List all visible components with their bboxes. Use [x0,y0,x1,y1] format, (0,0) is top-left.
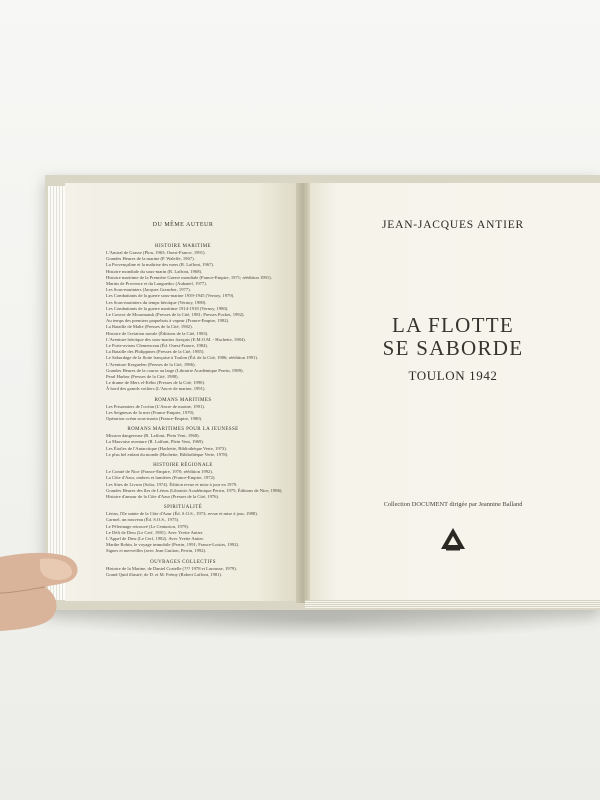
bibliography-entry: Signes et merveilles (avec Jean Guitton, Perrin, 1992). [106,548,207,554]
title-page [306,183,600,601]
bibliography-entry: Les Seigneurs de la mer (France-Empire, 1970). [106,409,195,415]
triangle-logo-icon [440,527,466,551]
left-page-header: DU MÊME AUTEUR [152,222,214,228]
bibliography-entry: Histoire maritime de la Première Guerre mondiale (France-Empire, 1971; réédition 1991). [106,274,272,280]
book-title-line-2: SE SABORDE [382,336,524,360]
bibliography-entry: Au temps des premiers paquebots à vapeur (France-Empire, 1982). [106,318,230,324]
bibliography-entry: Le Défi de Dieu (Le Cerf, 1981). Avec Yvette Antier. [106,529,204,535]
bibliography-entry: Les Sous-mariniers du temps héroïque (Vernoy, 1980). [106,299,207,305]
bibliography-entry: Grand Quid illustré, de D. et M. Frémy (Robert Laffont, 1981). [106,571,223,577]
bibliography-entry: Le plus bel enfant du monde (Hachette, Bibliothèque Verte, 1978). [106,451,229,457]
bibliography-entry: Le Comté de Nice (France-Empire, 1970; réédition 1992). [106,469,214,475]
bibliography-entry: L'Appel de Dieu (Le Cerf, 1982). Avec Yvette Antier. [106,535,204,541]
bibliography-entry: Pearl Harbor (Presses de la Cité, 1988). [106,374,179,380]
bibliography-entry: La Bataille de Malte (Presses de la Cité, 1982). [106,324,193,330]
bibliography-section-title: ROMANS MARITIMES [154,397,212,403]
bibliography-entry: Histoire mondiale du sous-marin (R. Laffont, 1968). [106,268,203,274]
bibliography-section-title: HISTOIRE MARITIME [154,244,211,249]
bibliography-entry: L'Amiral de Grasse (Plon, 1965; Ouest-France, 1991). [106,250,206,255]
bibliography-entry: Marins de Provence et du Languedoc (Aubanel, 1977). [106,281,207,287]
bibliography-section-title: OUVRAGES COLLECTIFS [150,559,216,565]
bibliography-entry: Le drame de Mers el-Kébir (Presses de la Cité, 1990). [106,380,206,386]
bibliography-entry: Marthe Robin, le voyage immobile (Perrin, 1991; France-Loisirs, 1992). [106,542,240,548]
bibliography-section-title: ROMANS MARITIMES POUR LA JEUNESSE [127,427,239,433]
bibliography-entry: Les Sites de Livron (Solar, 1974). Édition revue et mise à jour en 1979. [106,481,238,487]
bibliography-entry: La Côte d'Azur, ombres et lumières (France-Empire, 1972). [106,475,216,481]
book-subtitle: TOULON 1942 [408,368,498,383]
bibliography-entry: Le Sabordage de la flotte française à Toulon (Éd. de la Cité, 1986; réédition 1991). [106,355,259,361]
bibliography-entry: Grandes Heures de la course au large (Librairie Académique Perrin, 1989). [106,367,244,373]
bibliography-section-title: SPIRITUALITÉ [163,505,203,511]
bibliography-entry: Histoire de l'aviation navale (Éditions de la Cité, 1983). [106,330,209,336]
bibliography-entry: L'Aventure Kerguelen (Presses de la Cité, 1986). [106,361,196,367]
bibliography-entry: Carmel, un nouveau (Éd. S.O.S., 1975). [106,517,180,523]
bibliography-entry: Mission dangereuse (R. Laffont, Plein Vent, 1968). [106,433,200,439]
book-title-line-1: LA FLOTTE [392,313,514,337]
bibliography-section-title: HISTOIRE RÉGIONALE [153,463,213,469]
bibliography-entry: Grandes Heures des îles de Lérins (Librairie Académique Perrin, 1975; Éditions de Nice, 1986). [106,487,283,493]
bibliography-entry: Le Pèlerinage retrouvé (Le Centurion, 1979). [106,523,190,529]
bibliography-entry: Opération océan sous-marin (France-Empire, 1980). [106,416,203,422]
hand-thumb [0,545,110,645]
bibliography-entry: Histoire de la Marine, de Daniel Costelle (??? 1978 et Larousse, 1979). [106,565,237,571]
bibliography-entry: Les Étoiles de l'Antarctique (Hachette, Bibliothèque Verte, 1973). [106,445,227,451]
left-page-text [72,200,294,578]
author-name: JEAN-JACQUES ANTIER [381,219,525,231]
bibliography-entry: Le Convoi de Mourmansk (Presses de la Cité, 1981; Presses Pocket, 1992). [106,312,245,318]
bibliography-entry: Lérins, l'île sainte de la Côte d'Azur (Éd. S.O.S., 1973; revue et mise à jour, 1988). [106,511,258,517]
bibliography-entry: Le Porte-avions Clemenceau (Éd. Ouest-France, 1984). [106,343,209,349]
bibliography-entry: L'Aventure héroïque des sous-marins français (E.M.O.M. - Hachette, 1984). [106,336,246,342]
bibliography-entry: La Mauvaise aventure (R. Laffont, Plein Vent, 1969). [106,439,204,445]
bibliography-entry: Les Prisonniers de l'océan (L'Ancre de marine, 1991). [106,403,205,409]
bibliography-entry: La Bataille des Philippines (Presses de la Cité, 1985). [106,349,205,355]
bottom-page-edges [305,600,600,608]
bibliography-entry: La Provençaline et la maîtrise des mers (R. Laffont, 1967). [106,262,215,268]
bibliography-entry: Grandes Heures de la marine (P. Waleffe, 1967). [106,256,195,262]
bibliography-entry: À bord des grands voiliers (L'Ancre de marine, 1991). [106,386,206,392]
bibliography-entry: Les Combattants de la guerre maritime 1914-1918 (Vernoy, 1980). [106,305,229,311]
bibliography-entry: Les Combattants de la guerre sous-marine 1939-1945 (Vernoy, 1979). [106,293,235,299]
bibliography-entry: Les Sous-mariniers (Jacques Grancher, 1977). [106,287,191,293]
page-edges [48,186,66,600]
bibliography-entry: Histoire d'amour de la Côte d'Azur (Presses de la Cité, 1976). [106,493,220,499]
collection-note: Collection DOCUMENT dirigée par Jeannine Balland [383,501,523,508]
